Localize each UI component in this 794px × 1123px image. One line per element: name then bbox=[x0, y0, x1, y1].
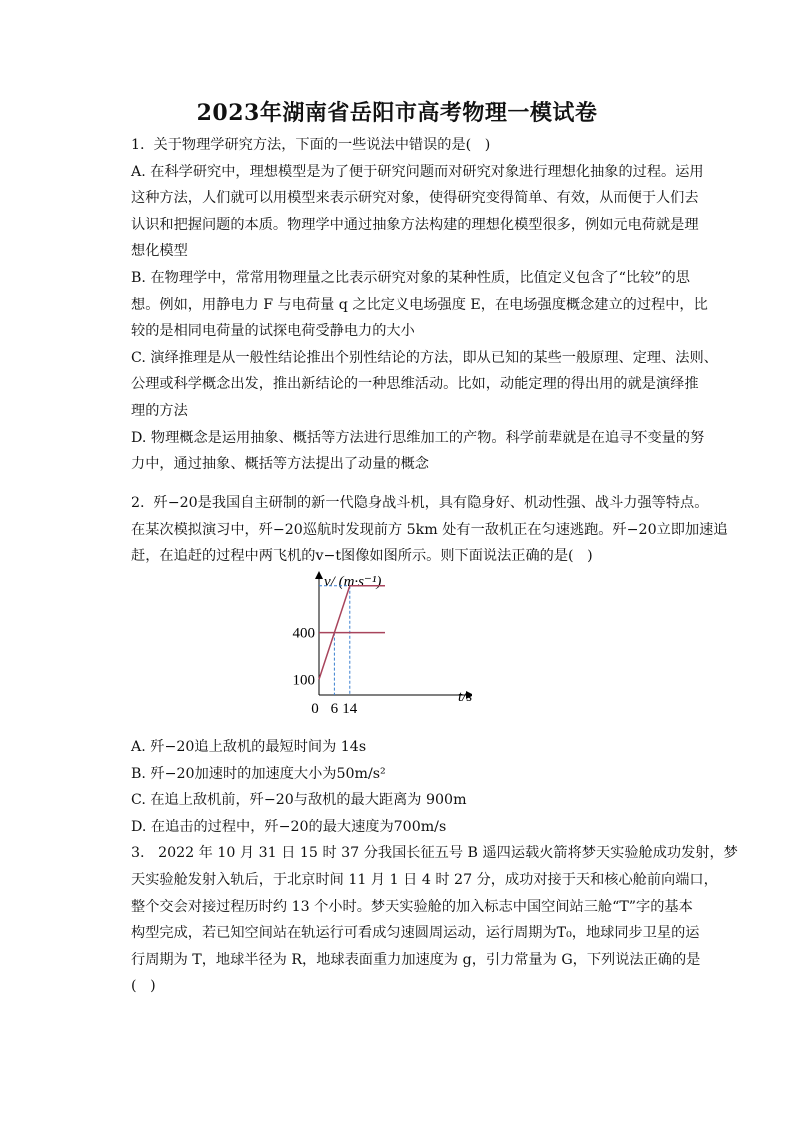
x-tick-label: 6 bbox=[330, 701, 339, 717]
question-2-stem bbox=[131, 490, 728, 570]
q2-option-d: D. 在追击的过程中，歼−20的最大速度为700m/s bbox=[131, 818, 447, 835]
y-tick-label: 400 bbox=[292, 625, 315, 642]
q1-option-b-line: 较的是相同电荷量的试探电荷受静电力的大小 bbox=[131, 323, 415, 340]
q3-stem-line: 整个交会对接过程历时约 13 个小时。梦天实验舱的加入标志中国空间站三舱“T”字的基本 bbox=[131, 898, 693, 915]
q1-option-a-line: A. 在科学研究中，理想模型是为了便于研究问题而对研究对象进行理想化抽象的过程。运用 bbox=[131, 163, 704, 180]
page-title: 2023年湖南省岳阳市高考物理一模试卷 bbox=[196, 100, 598, 126]
q1-option-b-line: 想。例如，用静电力 F 与电荷量 q 之比定义电场强度 E，在电场强度概念建立的过程中，比 bbox=[131, 296, 708, 313]
q1-option-a-line: 想化模型 bbox=[131, 243, 188, 260]
q2-option-a: A. 歼−20追上敌机的最短时间为 14s bbox=[131, 739, 367, 755]
q3-stem-line: 构型完成，若已知空间站在轨运行可看成匀速圆周运动，运行周期为T₀，地球同步卫星的运 bbox=[131, 925, 700, 942]
q1-option-a-line: 这种方法，人们就可以用模型来表示研究对象，使得研究变得简单、有效，从而便于人们去 bbox=[131, 190, 699, 207]
q2-stem-line: 2. 歼−20是我国自主研制的新一代隐身战斗机，具有隐身好、机动性强、战斗力强等特点。 bbox=[131, 495, 709, 511]
x-tick-label: 0 bbox=[311, 701, 319, 717]
q1-option-a-line: 认识和把握问题的本质。物理学中通过抽象方法构建的理想化模型很多，例如元电荷就是理 bbox=[131, 216, 699, 233]
q1-stem: 1. 关于物理学研究方法，下面的一些说法中错误的是( ) bbox=[131, 137, 491, 153]
question-2-options bbox=[131, 734, 738, 1000]
q1-option-c-line: 公理或科学概念出发，推出新结论的一种思维活动。比如，动能定理的得出用的就是演绎推 bbox=[131, 376, 699, 393]
q3-stem-line: ( ) bbox=[131, 978, 156, 995]
q3-stem-line: 3. 2022 年 10 月 31 日 15 时 37 分我国长征五号 B 遥四运载火箭将梦天实验舱成功发射，梦 bbox=[131, 845, 738, 862]
q1-option-d-line: D. 物理概念是运用抽象、概括等方法进行思维加工的产物。科学前辈就是在追寻不变量的努 bbox=[131, 429, 705, 446]
q2-option-b: B. 歼−20加速时的加速度大小为50m/s² bbox=[131, 765, 386, 782]
q1-option-d-line: 力中，通过抽象、概括等方法提出了动量的概念 bbox=[131, 456, 429, 473]
x-tick-label: 14 bbox=[342, 701, 358, 717]
q1-option-c-line: C. 演绎推理是从一般性结论推出个别性结论的方法，即从已知的某些一般原理、定理、法则、 bbox=[131, 349, 718, 366]
q2-stem-line: 赶，在追赶的过程中两飞机的v−t图像如图所示。则下面说法正确的是( ) bbox=[131, 548, 593, 565]
x-axis-label: t/s bbox=[458, 689, 472, 705]
q2-stem-line: 在某次模拟演习中，歼−20巡航时发现前方 5km 处有一敌机正在匀速逃跑。歼−20立即加速追 bbox=[131, 521, 728, 538]
q1-option-b-line: B. 在物理学中，常常用物理量之比表示研究对象的某种性质，比值定义包含了“比较”的思 bbox=[131, 269, 690, 286]
vt-graph bbox=[282, 569, 472, 719]
q1-option-c-line: 理的方法 bbox=[131, 402, 188, 419]
y-axis-label: v/ (m·s⁻¹) bbox=[324, 574, 382, 590]
y-tick-label: 100 bbox=[292, 672, 315, 689]
question-1 bbox=[131, 132, 718, 478]
q2-option-c: C. 在追上敌机前，歼−20与敌机的最大距离为 900m bbox=[131, 792, 467, 809]
q3-stem-line: 天实验舱发射入轨后，于北京时间 11 月 1 日 4 时 27 分，成功对接于天和核心舱前向端口， bbox=[131, 871, 718, 888]
q3-stem-line: 行周期为 T，地球半径为 R，地球表面重力加速度为 g，引力常量为 G，下列说法正确的是 bbox=[131, 951, 701, 968]
